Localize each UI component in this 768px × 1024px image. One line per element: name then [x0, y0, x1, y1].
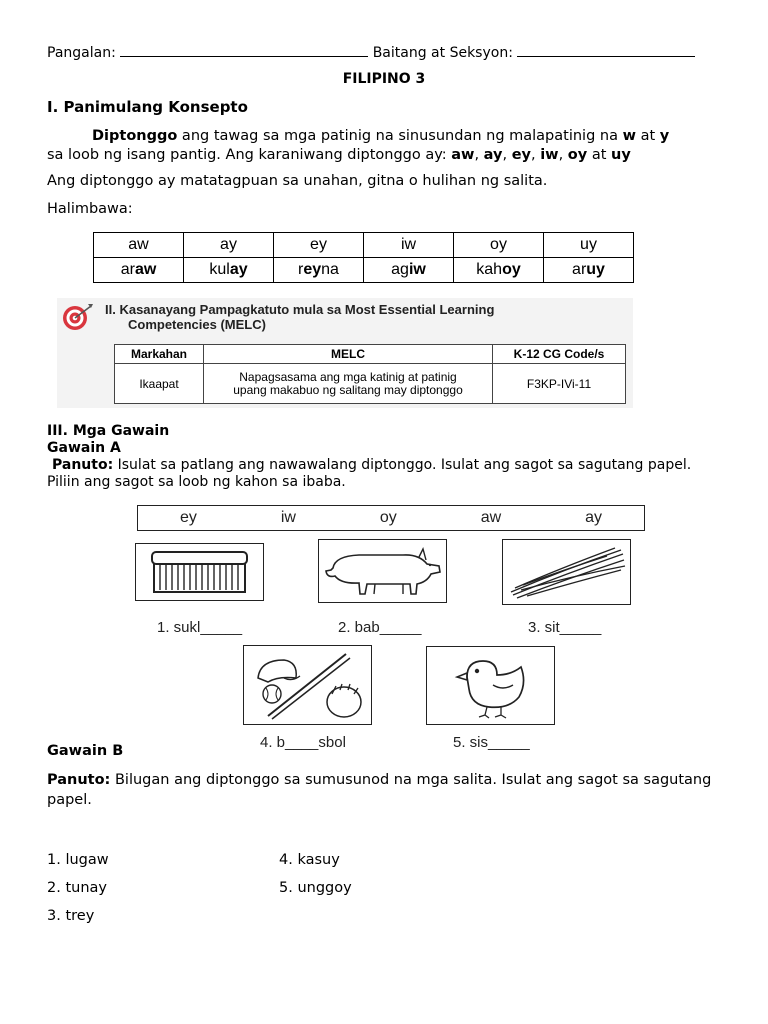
- chick-icon: [426, 646, 555, 725]
- location-paragraph: Ang diptonggo ay matatagpuan sa unahan, gitna o hulihan ng salita.: [47, 173, 548, 189]
- list-item: 5. unggoy: [279, 880, 352, 896]
- example-word: reyna: [274, 258, 364, 283]
- baseball-icon: [243, 645, 372, 725]
- choice: ay: [585, 509, 602, 526]
- term: Diptonggo: [92, 128, 178, 144]
- list-item: 4. kasuy: [279, 852, 340, 868]
- halimbawa-label: Halimbawa:: [47, 201, 133, 217]
- item-caption: 1. sukl_____: [157, 619, 243, 636]
- example-header: iw: [364, 233, 454, 258]
- list-item: 3. trey: [47, 908, 95, 924]
- example-word: kulay: [184, 258, 274, 283]
- example-word: agiw: [364, 258, 454, 283]
- choice: iw: [280, 509, 296, 526]
- example-header: aw: [94, 233, 184, 258]
- item-caption: 4. b____sbol: [260, 734, 346, 751]
- examples-word-row: [94, 258, 634, 283]
- item-caption: 3. sit_____: [528, 619, 602, 636]
- melc-cell: Napagsasama ang mga katinig at patinig upang makabuo ng salitang may diptonggo: [204, 364, 493, 404]
- choice: oy: [379, 509, 397, 526]
- choice: ey: [179, 509, 197, 526]
- pig-icon: [318, 539, 447, 603]
- page-title: FILIPINO 3: [342, 71, 426, 87]
- melc-col-header: Markahan: [115, 345, 204, 364]
- item-caption: 5. sis_____: [453, 734, 530, 751]
- section-blank[interactable]: [517, 44, 695, 57]
- gawain-a-heading: Gawain A: [47, 440, 121, 456]
- melc-cell: F3KP-IVi-11: [493, 364, 626, 404]
- word-list-right: [279, 846, 352, 902]
- example-header: uy: [544, 233, 634, 258]
- list-item: 1. lugaw: [47, 852, 109, 868]
- gawain-b-heading: Gawain B: [47, 743, 124, 759]
- example-header: ay: [184, 233, 274, 258]
- name-label: Pangalan:: [47, 45, 116, 61]
- panuto-a: Panuto: Isulat sa patlang ang nawawalang diptonggo. Isulat ang sagot sa sagutang papel. Piliin ang sagot sa loob ng kahon sa ibaba.: [47, 457, 692, 490]
- definition-paragraph: Diptonggo ang tawag sa mga patinig na sinusundan ng malapatinig na w at y sa loob ng isang pantig. Ang karaniwang diptonggo ay: aw, ay, ey, iw, oy at uy: [47, 128, 670, 163]
- examples-table: [93, 232, 634, 283]
- section3-heading: III. Mga Gawain: [47, 423, 170, 439]
- example-header: oy: [454, 233, 544, 258]
- header-line: [47, 44, 695, 61]
- examples-header-row: [94, 233, 634, 258]
- choices-box: [137, 505, 645, 531]
- panuto-b: Panuto: Bilugan ang diptonggo sa sumusunod na mga salita. Isulat ang sagot sa sagutang papel.: [47, 772, 712, 808]
- target-icon: [60, 302, 94, 336]
- choice: aw: [480, 509, 502, 526]
- melc-table: [114, 344, 626, 404]
- example-header: ey: [274, 233, 364, 258]
- item-caption: 2. bab_____: [338, 619, 422, 636]
- comb-icon: [135, 543, 264, 601]
- melc-col-header: K-12 CG Code/s: [493, 345, 626, 364]
- example-word: kahoy: [454, 258, 544, 283]
- section1-heading: I. Panimulang Konsepto: [47, 98, 248, 116]
- melc-heading: II. Kasanayang Pampagkatuto mula sa Most Essential Learning Competencies (MELC): [105, 302, 495, 332]
- section-label: Baitang at Seksyon:: [372, 45, 513, 61]
- name-blank[interactable]: [120, 44, 368, 57]
- melc-cell: Ikaapat: [115, 364, 204, 404]
- word-list-left: [47, 846, 109, 930]
- melc-col-header: MELC: [204, 345, 493, 364]
- example-word: aruy: [544, 258, 634, 283]
- example-word: araw: [94, 258, 184, 283]
- list-item: 2. tunay: [47, 880, 107, 896]
- sticks-icon: [502, 539, 631, 605]
